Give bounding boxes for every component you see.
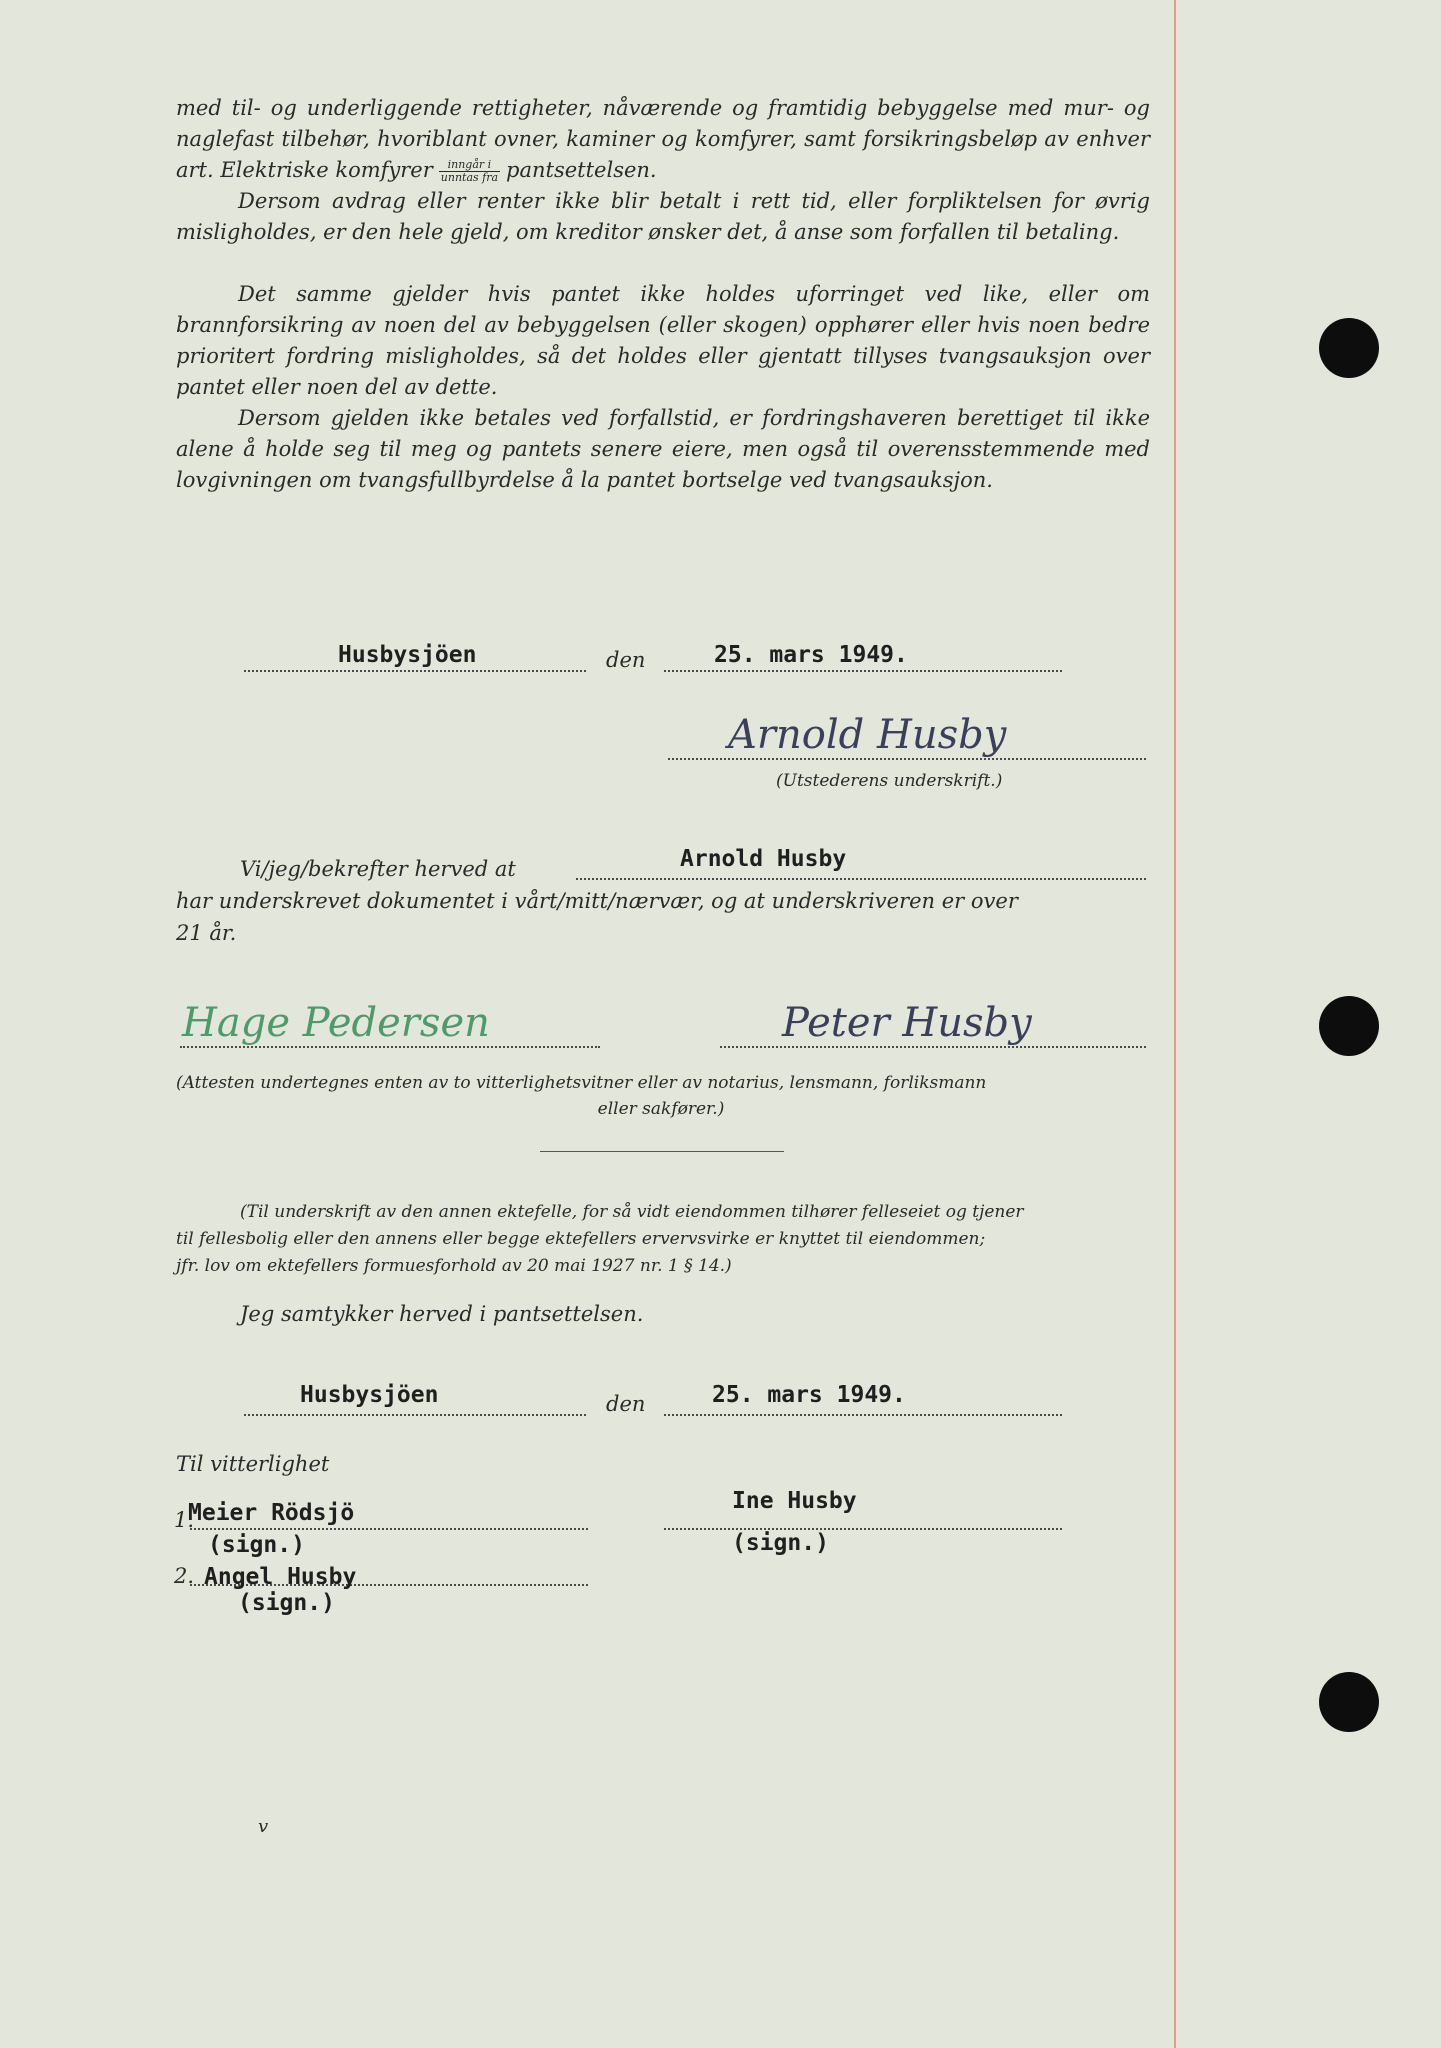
attest-prefix: Vi/jeg/bekrefter herved at <box>240 857 516 881</box>
issuer-caption: (Utstederens underskrift.) <box>776 771 1003 791</box>
consent-statement: Jeg samtykker herved i pantsettelsen. <box>240 1302 644 1326</box>
place-name-2: Husbysjöen <box>300 1382 439 1408</box>
spouse-name: Ine Husby <box>732 1488 857 1514</box>
date-value-2: 25. mars 1949. <box>712 1382 906 1408</box>
date-dotted-line-2 <box>664 1414 1062 1416</box>
issuer-signature-line <box>668 758 1146 760</box>
paragraph-due-date: Dersom gjelden ikke betales ved forfallstid, er fordringshaveren berettiget til ikke alene å holde seg til meg og pantets senere eiere, men også til overensstemmende med lovgivningen om tvangsfullbyrdelse å la pantet bortselge ved tvangsauksjon. <box>176 406 1150 492</box>
witness1-line <box>190 1528 588 1530</box>
punch-hole <box>1319 318 1379 378</box>
witness2-number: 2. <box>174 1564 195 1588</box>
place-name: Husbysjöen <box>338 642 477 668</box>
spouse-note-3: jfr. lov om ektefellers formuesforhold av 20 mai 1927 nr. 1 § 14.) <box>176 1256 732 1276</box>
witness2-signature: Peter Husby <box>782 1000 1032 1046</box>
witness2-signature-line <box>720 1046 1146 1048</box>
spouse-line <box>664 1528 1062 1530</box>
witness1-signature: Hage Pedersen <box>182 1000 490 1046</box>
witness1-signature-line <box>180 1046 600 1048</box>
spouse-sign: (sign.) <box>732 1530 829 1556</box>
issuer-signature: Arnold Husby <box>728 712 1007 758</box>
attest-line-2: har underskrevet dokumentet i vårt/mitt/nærvær, og at underskriveren er over <box>176 889 1018 913</box>
red-margin-line <box>1174 0 1176 2048</box>
spouse-note-1: (Til underskrift av den annen ektefelle, for så vidt eiendommen tilhører felleseiet og tjener <box>240 1202 1024 1222</box>
attest-line-3: 21 år. <box>176 921 237 945</box>
witness-heading: Til vitterlighet <box>176 1452 330 1476</box>
date-value: 25. mars 1949. <box>714 642 908 668</box>
punch-hole <box>1319 1672 1379 1732</box>
den-label-2: den <box>606 1392 646 1416</box>
included-excluded-fraction: $\frac{\text{inngår i}}{\text{unntas fra}}$ <box>440 158 499 184</box>
witness1-number: 1. <box>174 1508 195 1532</box>
witness1-sign: (sign.) <box>208 1532 305 1558</box>
paragraph-default: Dersom avdrag eller renter ikke blir betalt i rett tid, eller forpliktelsen for øvrig misligholdes, er den hele gjeld, om kreditor ønsker det, å anse som forfallen til betaling. <box>176 189 1150 244</box>
attest-note-1: (Attesten undertegnes enten av to vitterlighetsvitner eller av notarius, lensmann, forliksmann <box>176 1073 987 1093</box>
place-dotted-line <box>244 670 586 672</box>
page-mark: v <box>258 1816 269 1837</box>
place-dotted-line-2 <box>244 1414 586 1416</box>
den-label: den <box>606 648 646 672</box>
attest-note-2: eller sakfører.) <box>597 1099 725 1119</box>
witness2-name: Angel Husby <box>204 1564 357 1590</box>
spouse-note-2: til fellesbolig eller den annens eller begge ektefellers ervervsvirke er knyttet til eiendommen; <box>176 1229 986 1249</box>
paragraph-forced-sale: Det samme gjelder hvis pantet ikke holdes uforringet ved like, eller om brannforsikring av noen del av bebyggelsen (eller skogen) opphører eller hvis noen bedre prioritert fordring misligholdes, så det holdes eller gjentatt tillyses tvangsauksjon over pantet eller noen del av dette. <box>176 282 1150 399</box>
witness2-sign: (sign.) <box>238 1590 335 1616</box>
attest-name-line <box>576 878 1146 880</box>
date-dotted-line <box>664 670 1062 672</box>
section-divider <box>540 1151 784 1152</box>
witness1-name: Meier Rödsjö <box>188 1500 355 1526</box>
attested-name: Arnold Husby <box>680 846 847 872</box>
paragraph-property-rights: med til- og underliggende rettigheter, nåværende og framtidig bebyggelse med mur- og naglefast tilbehør, hvoriblant ovner, kaminer og komfyrer, samt forsikringsbeløp av enhver art. Elektriske komfyrer $\frac{\text{inngår i}}{\text{unntas fra}}$ pantsettelsen. <box>176 96 1150 184</box>
punch-hole <box>1319 996 1379 1056</box>
